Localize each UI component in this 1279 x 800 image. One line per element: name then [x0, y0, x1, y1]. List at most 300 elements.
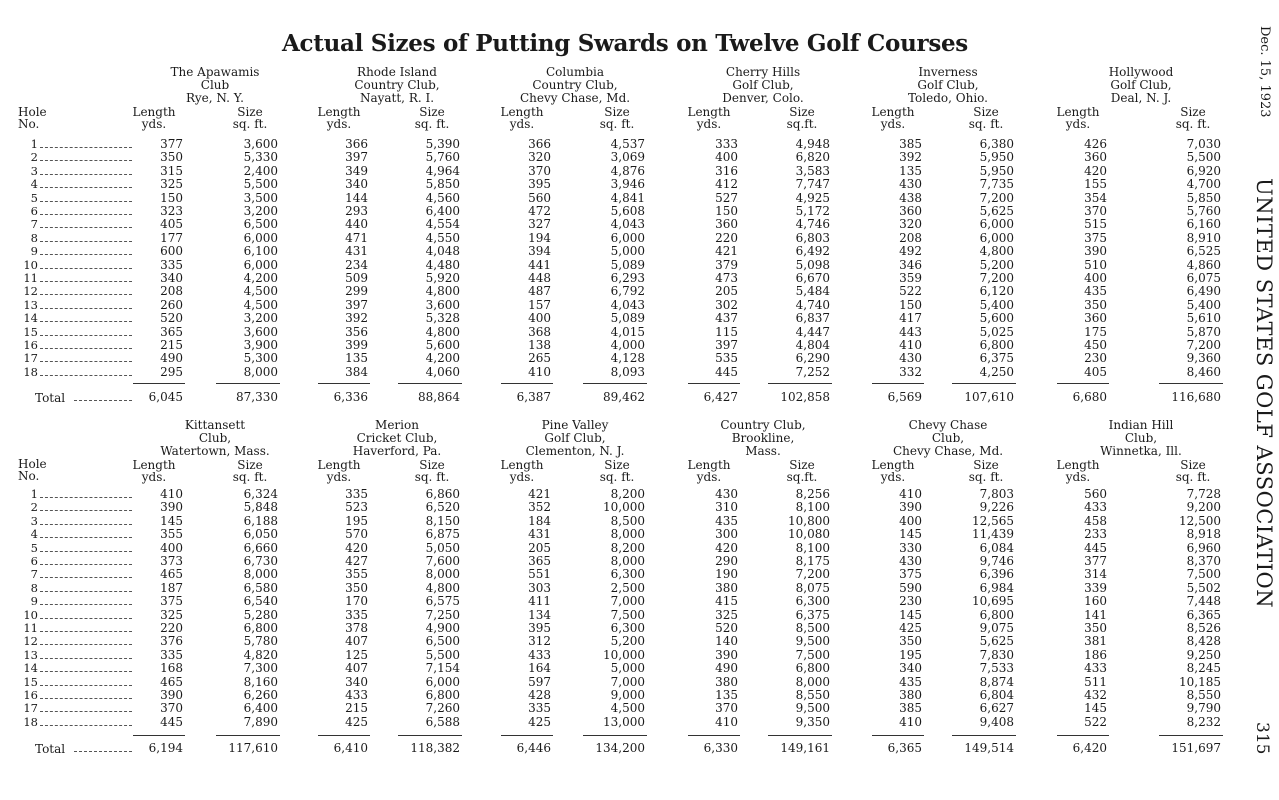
- length-value: 405: [160, 217, 183, 232]
- size-value: 6,300: [610, 567, 645, 582]
- size-value: 5,050: [425, 540, 460, 555]
- size-value: 5,502: [1186, 580, 1221, 595]
- length-value: 360: [899, 204, 922, 218]
- length-value: 397: [345, 150, 368, 165]
- size-value: 6,300: [610, 621, 645, 635]
- size-header: Size: [604, 458, 630, 472]
- length-value: 410: [899, 487, 922, 501]
- leader-dots: [40, 556, 132, 565]
- club-name-line: Rhode Island: [357, 65, 437, 79]
- size-value: 5,760: [1186, 204, 1221, 218]
- length-value: 415: [715, 594, 738, 609]
- size-value: 6,800: [795, 661, 830, 676]
- length-value: 407: [345, 634, 368, 649]
- size-value: 7,500: [795, 647, 830, 662]
- sqft-header: sq. ft.: [414, 470, 450, 484]
- size-value: 4,800: [425, 580, 460, 595]
- size-value: 9,250: [1186, 647, 1221, 662]
- total-rule: [216, 735, 280, 736]
- leader-dots: [40, 677, 132, 686]
- length-value: 438: [899, 190, 922, 205]
- length-value: 377: [1084, 554, 1107, 568]
- size-value: 10,800: [788, 513, 830, 528]
- length-value: 430: [715, 487, 738, 501]
- length-value: 426: [1084, 137, 1107, 151]
- length-value: 325: [715, 607, 738, 622]
- size-value: 6,380: [979, 137, 1014, 151]
- length-header: Length: [687, 458, 731, 472]
- club-header: [125, 66, 305, 105]
- size-value: 7,500: [1186, 567, 1221, 582]
- size-value: 8,500: [795, 621, 830, 635]
- leader-dots: [40, 233, 132, 242]
- length-value: 471: [345, 230, 368, 245]
- size-value: 5,848: [243, 500, 278, 515]
- length-value: 535: [715, 351, 738, 366]
- size-value: 6,160: [1186, 217, 1221, 232]
- length-value: 177: [160, 230, 183, 245]
- size-value: 6,800: [979, 607, 1014, 622]
- length-value: 195: [345, 513, 368, 528]
- size-value: 5,390: [425, 137, 460, 151]
- club-header: [1051, 419, 1231, 458]
- size-value: 8,460: [1186, 364, 1221, 379]
- leader-dots: [40, 327, 132, 336]
- size-value: 3,500: [243, 190, 278, 205]
- yds-header: yds.: [1065, 470, 1091, 484]
- size-value: 4,900: [425, 621, 460, 635]
- length-value: 299: [345, 284, 368, 299]
- length-value: 420: [715, 540, 738, 555]
- yds-header: yds.: [141, 117, 167, 131]
- club-name-line: Country Club,: [354, 78, 440, 92]
- size-value: 6,400: [425, 204, 460, 218]
- length-value: 410: [899, 338, 922, 352]
- length-value: 145: [160, 513, 183, 528]
- length-value: 360: [715, 217, 738, 232]
- size-value: 4,800: [979, 244, 1014, 259]
- club-name-line: Club,: [1124, 431, 1158, 445]
- leader-dots: [40, 353, 132, 362]
- yds-header: yds.: [880, 117, 906, 131]
- length-value: 490: [160, 351, 183, 366]
- length-value: 370: [160, 701, 183, 716]
- size-value: 8,526: [1186, 621, 1221, 635]
- size-value: 6,260: [243, 688, 278, 702]
- length-value: 511: [1084, 674, 1107, 689]
- club-name-line: Haverford, Pa.: [352, 444, 442, 458]
- size-value: 8,100: [795, 500, 830, 515]
- size-value: 8,000: [610, 554, 645, 568]
- club-header: [307, 419, 487, 458]
- size-value: 5,600: [979, 311, 1014, 326]
- total-length: 6,569: [887, 390, 922, 404]
- hole-number: 4: [30, 177, 38, 192]
- length-value: 430: [899, 351, 922, 366]
- length-value: 220: [160, 621, 183, 635]
- length-value: 320: [528, 150, 551, 165]
- size-value: 6,800: [243, 621, 278, 635]
- club-name-line: Club,: [931, 431, 965, 445]
- length-value: 450: [1084, 338, 1107, 352]
- length-value: 346: [899, 257, 922, 272]
- length-value: 430: [899, 554, 922, 568]
- size-value: 9,000: [610, 688, 645, 702]
- length-value: 359: [899, 271, 922, 285]
- size-value: 8,000: [795, 674, 830, 689]
- club-name-line: Toledo, Ohio.: [907, 91, 988, 105]
- length-value: 380: [715, 674, 738, 689]
- size-value: 5,625: [979, 634, 1014, 649]
- club-name-line: Brookline,: [731, 431, 795, 445]
- length-value: 445: [715, 364, 738, 379]
- length-value: 350: [1084, 621, 1107, 635]
- length-value: 230: [899, 594, 922, 609]
- length-value: 472: [528, 204, 551, 218]
- leader-dots: [40, 703, 132, 712]
- length-value: 400: [715, 150, 738, 165]
- hole-number: 15: [23, 324, 38, 339]
- hole-number: 3: [30, 163, 38, 178]
- size-value: 5,610: [1186, 311, 1221, 326]
- length-value: 597: [528, 674, 551, 689]
- size-value: 4,500: [610, 701, 645, 716]
- leader-dots: [40, 569, 132, 578]
- length-value: 395: [528, 621, 551, 635]
- total-rule: [952, 383, 1016, 384]
- size-value: 2,500: [610, 580, 645, 595]
- size-value: 7,448: [1186, 594, 1221, 609]
- hole-number: 14: [23, 661, 38, 676]
- size-value: 4,500: [243, 297, 278, 312]
- length-value: 458: [1084, 513, 1107, 528]
- size-value: 4,043: [610, 297, 645, 312]
- length-value: 366: [345, 137, 368, 151]
- size-value: 6,984: [979, 580, 1014, 595]
- size-value: 4,800: [425, 284, 460, 299]
- leader-dots: [74, 743, 132, 752]
- hole-number: 10: [23, 257, 38, 272]
- size-value: 4,550: [425, 230, 460, 245]
- size-value: 5,328: [425, 311, 460, 326]
- size-value: 7,830: [979, 647, 1014, 662]
- length-value: 410: [715, 714, 738, 729]
- club-header: [1051, 66, 1231, 105]
- leader-dots: [40, 300, 132, 309]
- size-value: 4,015: [610, 324, 645, 339]
- leader-dots: [40, 193, 132, 202]
- length-value: 420: [345, 540, 368, 555]
- size-header: Size: [789, 458, 815, 472]
- leader-dots: [40, 650, 132, 659]
- length-value: 392: [345, 311, 368, 326]
- size-value: 9,408: [979, 714, 1014, 729]
- length-value: 335: [528, 701, 551, 716]
- length-value: 300: [715, 527, 738, 542]
- sqft-header: sq. ft.: [232, 117, 268, 131]
- size-value: 6,800: [425, 688, 460, 702]
- size-value: 8,918: [1186, 527, 1221, 542]
- size-value: 6,627: [979, 701, 1014, 716]
- length-value: 352: [528, 500, 551, 515]
- leader-dots: [40, 313, 132, 322]
- size-value: 13,000: [603, 714, 645, 729]
- hole-number: 3: [30, 513, 38, 528]
- size-value: 6,375: [979, 351, 1014, 366]
- length-header: Length: [317, 105, 361, 119]
- sqft-header: sq. ft.: [414, 117, 450, 131]
- length-value: 385: [899, 137, 922, 151]
- size-value: 5,000: [610, 244, 645, 259]
- length-value: 390: [715, 647, 738, 662]
- size-value: 6,800: [979, 338, 1014, 352]
- size-value: 3,200: [243, 204, 278, 218]
- size-value: 5,025: [979, 324, 1014, 339]
- size-value: 5,330: [243, 150, 278, 165]
- length-header: Length: [871, 105, 915, 119]
- length-value: 445: [160, 714, 183, 729]
- size-value: 8,000: [243, 364, 278, 379]
- length-value: 600: [160, 244, 183, 259]
- total-length: 6,420: [1072, 741, 1107, 755]
- length-value: 144: [345, 190, 368, 205]
- leader-dots: [40, 516, 132, 525]
- leader-dots: [40, 623, 132, 632]
- size-value: 7,200: [979, 271, 1014, 285]
- length-value: 195: [899, 647, 922, 662]
- size-value: 5,400: [1186, 297, 1221, 312]
- club-name-line: Mass.: [745, 444, 781, 458]
- yds-header: yds.: [326, 117, 352, 131]
- size-value: 4,964: [425, 163, 460, 178]
- size-value: 6,525: [1186, 244, 1221, 259]
- size-value: 3,583: [795, 163, 830, 178]
- size-value: 7,154: [425, 661, 460, 676]
- size-value: 7,200: [1186, 338, 1221, 352]
- length-value: 448: [528, 271, 551, 285]
- size-header: Size: [1180, 105, 1206, 119]
- leader-dots: [40, 489, 132, 498]
- length-value: 184: [528, 513, 551, 528]
- size-value: 4,740: [795, 297, 830, 312]
- length-header: Length: [1056, 458, 1100, 472]
- total-rule: [952, 735, 1016, 736]
- length-value: 375: [160, 594, 183, 609]
- length-value: 440: [345, 217, 368, 232]
- size-value: 5,400: [979, 297, 1014, 312]
- total-rule: [1159, 735, 1223, 736]
- leader-dots: [40, 663, 132, 672]
- length-value: 170: [345, 594, 368, 609]
- yds-header: yds.: [509, 470, 535, 484]
- total-rule: [398, 383, 462, 384]
- hole-number: 2: [30, 500, 38, 515]
- length-value: 370: [715, 701, 738, 716]
- length-value: 375: [899, 567, 922, 582]
- length-value: 427: [345, 554, 368, 568]
- size-value: 8,500: [610, 513, 645, 528]
- size-value: 8,175: [795, 554, 830, 568]
- hole-header: Hole: [18, 457, 47, 471]
- total-rule: [872, 383, 924, 384]
- club-name-line: Deal, N. J.: [1110, 91, 1172, 105]
- size-value: 6,580: [243, 580, 278, 595]
- size-value: 7,260: [425, 701, 460, 716]
- size-value: 5,950: [979, 163, 1014, 178]
- length-value: 230: [1084, 351, 1107, 366]
- total-size: 117,610: [228, 741, 278, 755]
- size-value: 7,803: [979, 487, 1014, 501]
- size-value: 7,000: [610, 674, 645, 689]
- length-value: 368: [528, 324, 551, 339]
- size-value: 5,300: [243, 351, 278, 366]
- length-value: 155: [1084, 177, 1107, 192]
- length-value: 384: [345, 364, 368, 379]
- length-value: 407: [345, 661, 368, 676]
- length-value: 560: [528, 190, 551, 205]
- size-value: 4,554: [425, 217, 460, 232]
- size-value: 4,060: [425, 364, 460, 379]
- leader-dots: [40, 260, 132, 269]
- length-value: 340: [345, 177, 368, 192]
- length-value: 421: [715, 244, 738, 259]
- sqft-header: sq. ft.: [968, 470, 1004, 484]
- size-value: 9,350: [795, 714, 830, 729]
- leader-dots: [40, 206, 132, 215]
- side-date: Dec. 15, 1923: [1257, 26, 1272, 118]
- length-value: 145: [899, 607, 922, 622]
- size-value: 8,370: [1186, 554, 1221, 568]
- club-name-line: Nayatt, R. I.: [359, 91, 435, 105]
- leader-dots: [40, 340, 132, 349]
- sqft-header: sq.ft.: [786, 470, 818, 484]
- size-value: 6,670: [795, 271, 830, 285]
- length-value: 330: [899, 540, 922, 555]
- total-rule: [1057, 383, 1109, 384]
- club-name-line: Indian Hill: [1108, 418, 1174, 432]
- size-value: 4,804: [795, 338, 830, 352]
- size-value: 10,000: [603, 647, 645, 662]
- size-value: 6,290: [795, 351, 830, 366]
- club-name-line: Inverness: [918, 65, 978, 79]
- size-value: 5,920: [425, 271, 460, 285]
- club-header: [485, 419, 665, 458]
- total-length: 6,387: [516, 390, 551, 404]
- size-value: 6,803: [795, 230, 830, 245]
- length-header: Length: [687, 105, 731, 119]
- length-value: 433: [1084, 500, 1107, 515]
- size-value: 5,500: [243, 177, 278, 192]
- size-value: 5,089: [610, 311, 645, 326]
- size-value: 5,500: [1186, 150, 1221, 165]
- total-size: 149,514: [964, 741, 1014, 755]
- size-value: 5,089: [610, 257, 645, 272]
- size-value: 6,920: [1186, 163, 1221, 178]
- club-header: [125, 419, 305, 458]
- size-value: 6,730: [243, 554, 278, 568]
- length-header: Length: [132, 105, 176, 119]
- hole-no-header: No.: [18, 469, 40, 483]
- length-value: 220: [715, 230, 738, 245]
- hole-number: 16: [23, 338, 38, 352]
- length-value: 140: [715, 634, 738, 649]
- length-value: 323: [160, 204, 183, 218]
- club-header: [673, 419, 853, 458]
- length-value: 411: [528, 594, 551, 609]
- length-value: 190: [715, 567, 738, 582]
- length-value: 138: [528, 338, 551, 352]
- total-length: 6,330: [703, 741, 738, 755]
- length-value: 354: [1084, 190, 1107, 205]
- size-value: 7,030: [1186, 137, 1221, 151]
- hole-number: 5: [30, 190, 38, 205]
- club-name-line: Cherry Hills: [725, 65, 801, 79]
- leader-dots: [40, 610, 132, 619]
- size-value: 4,128: [610, 351, 645, 366]
- leader-dots: [40, 690, 132, 699]
- length-value: 465: [160, 674, 183, 689]
- size-value: 10,000: [603, 500, 645, 515]
- size-value: 8,000: [425, 567, 460, 582]
- length-value: 333: [715, 137, 738, 151]
- length-value: 356: [345, 324, 368, 339]
- total-length: 6,336: [333, 390, 368, 404]
- length-value: 314: [1084, 567, 1107, 582]
- length-value: 420: [1084, 163, 1107, 178]
- size-value: 5,608: [610, 204, 645, 218]
- size-value: 4,746: [795, 217, 830, 232]
- size-value: 5,172: [795, 204, 830, 218]
- leader-dots: [40, 596, 132, 605]
- yds-header: yds.: [1065, 117, 1091, 131]
- length-value: 355: [160, 527, 183, 542]
- length-value: 350: [899, 634, 922, 649]
- hole-number: 9: [30, 244, 38, 259]
- size-value: 3,900: [243, 338, 278, 352]
- length-value: 431: [528, 527, 551, 542]
- sqft-header: sq. ft.: [232, 470, 268, 484]
- total-rule: [583, 383, 647, 384]
- size-value: 4,820: [243, 647, 278, 662]
- club-name-line: Golf Club,: [917, 78, 979, 92]
- size-value: 6,375: [795, 607, 830, 622]
- hole-number: 17: [23, 351, 38, 366]
- size-value: 4,200: [425, 351, 460, 366]
- size-value: 9,226: [979, 500, 1014, 515]
- length-header: Length: [317, 458, 361, 472]
- length-value: 205: [528, 540, 551, 555]
- size-value: 7,600: [425, 554, 460, 568]
- length-value: 431: [345, 244, 368, 259]
- total-length: 6,045: [148, 390, 183, 404]
- size-value: 8,100: [795, 540, 830, 555]
- size-value: 4,860: [1186, 257, 1221, 272]
- size-value: 9,200: [1186, 500, 1221, 515]
- size-value: 5,500: [425, 647, 460, 662]
- size-value: 10,185: [1179, 674, 1221, 689]
- length-value: 360: [1084, 150, 1107, 165]
- leader-dots: [40, 166, 132, 175]
- length-value: 381: [1084, 634, 1107, 649]
- hole-number: 18: [23, 714, 38, 729]
- total-size: 102,858: [780, 390, 830, 404]
- leader-dots: [40, 529, 132, 538]
- size-value: 8,550: [1186, 688, 1221, 702]
- length-value: 397: [345, 297, 368, 312]
- length-value: 399: [345, 338, 368, 352]
- total-rule: [501, 735, 553, 736]
- length-value: 315: [160, 163, 183, 178]
